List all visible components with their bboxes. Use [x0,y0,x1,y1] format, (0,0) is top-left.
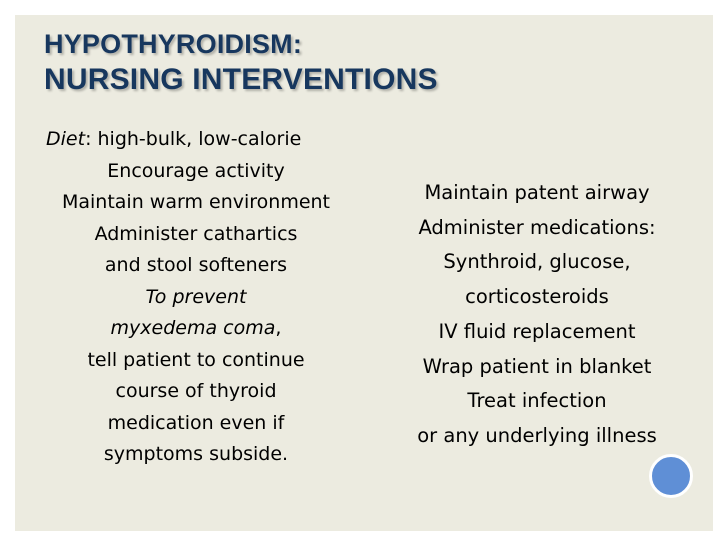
myxedema-coma-text: myxedema coma [110,317,276,339]
list-item: Encourage activity [107,159,285,182]
list-item: symptoms subside. [103,443,289,465]
slide-title [44,26,684,98]
title-line-2: NURSING INTERVENTIONS [44,63,438,96]
list-item: Administer medications: [418,215,656,239]
list-item: Maintain warm environment [61,191,331,213]
diet-label: Diet [46,128,86,150]
list-item: Administer cathartics [94,222,298,245]
title-line-1: HYPOTHYROIDISM: [44,29,303,59]
decorative-circle-icon [649,454,693,498]
list-item: course of thyroid [115,380,277,402]
list-item: or any underlying illness [417,423,657,447]
list-item: To prevent [145,285,247,308]
list-item: Wrap patient in blanket [422,354,652,378]
list-item: IV fluid replacement [438,319,636,343]
list-item: and stool softeners [104,254,288,276]
list-item: Maintain patent airway [424,181,650,204]
right-column-list [396,176,678,454]
list-item: Synthroid, glucose, [443,250,631,274]
list-item: corticosteroids [465,285,609,309]
diet-text: : high-bulk, low-calorie [85,128,302,150]
list-item: tell patient to continue [87,348,305,371]
left-column-list [40,124,352,471]
list-item: Treat infection [467,389,607,413]
comma-text: , [275,317,282,339]
list-item [40,313,352,345]
diet-item [40,124,352,156]
list-item: medication even if [107,411,285,434]
